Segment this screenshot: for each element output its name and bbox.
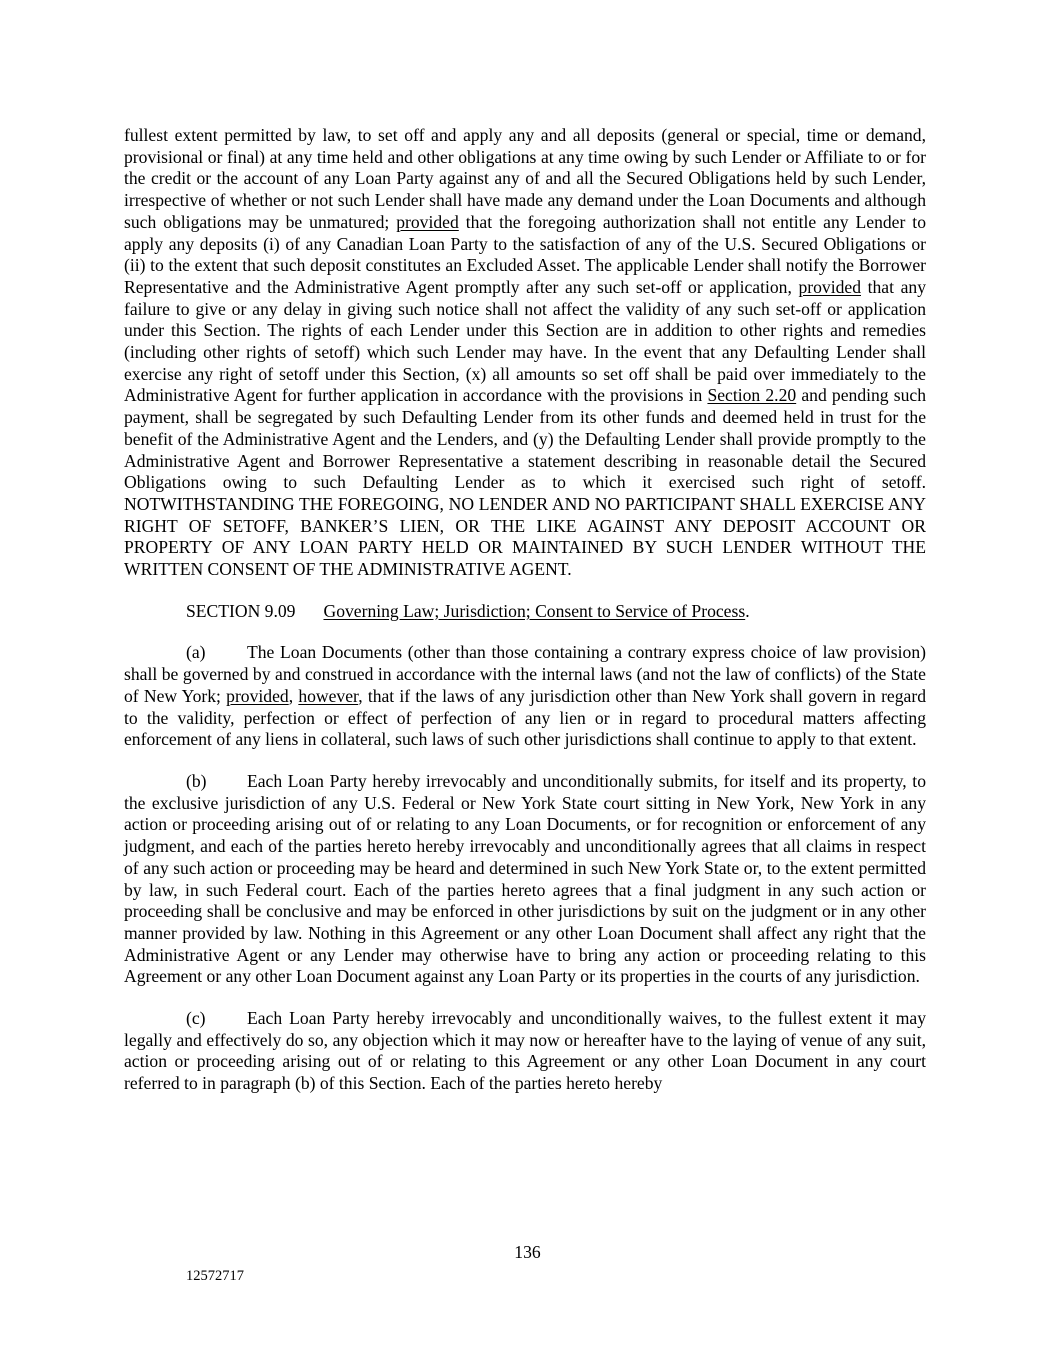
paragraph-a [124,642,926,751]
document-id: 12572717 [186,1268,244,1284]
section-title-period: . [745,600,750,621]
provided-term: provided [798,276,861,297]
paragraph-text: Each Loan Party hereby irrevocably and unconditionally submits, for itself and its property, to the exclusive jurisdiction of any U.S. Federal or New York State court sitting in New York, New York in any action or proceeding arising out of or relating to any Loan Documents, or for recognition or enforcement of any judgment, and each of the parties hereto hereby irrevocably and unconditionally agrees that all claims in respect of any such action or proceeding may be heard and determined in such New York State or, to the extent permitted by law, in such Federal court. Each of the parties hereto agrees that a final judgment in any such action or proceeding shall be conclusive and may be enforced in other jurisdictions by suit on the judgment or in any other manner provided by law. Nothing in this Agreement or any other Loan Document shall affect any right that the Administrative Agent or any Lender may otherwise have to bring any action or proceeding relating to this Agreement or any other Loan Document against any Loan Party or its properties in the courts of any jurisdiction. [124,770,926,987]
section-number: SECTION 9.09 [186,600,296,621]
however-term: however [298,685,359,706]
section-9-09-heading [124,601,926,623]
section-title: Governing Law; Jurisdiction; Consent to Service of Process [323,600,746,621]
paragraph-c [124,1008,926,1095]
comma: , [288,685,299,706]
paragraph-b-label: (b) [186,770,207,791]
provided-term: provided [226,685,289,706]
paragraph-text: and pending such payment, shall be segregated by such Defaulting Lender from its other funds and deemed held in trust for the benefit of the Administrative Agent and the Lenders, and (y) the Defaulting Lender shall provide promptly to the Administrative Agent and Borrower Representative a statement describing in reasonable detail the Secured Obligations owing to such Defaulting Lender as to which it exercised such right of setoff. NOTWITHSTANDING THE FOREGOING, NO LENDER AND NO PARTICIPANT SHALL EXERCISE ANY RIGHT OF SETOFF, BANKER’S LIEN, OR THE LIKE AGAINST ANY DEPOSIT ACCOUNT OR PROPERTY OF ANY LOAN PARTY HELD OR MAINTAINED BY SUCH LENDER WITHOUT THE WRITTEN CONSENT OF THE ADMINISTRATIVE AGENT. [124,385,927,580]
paragraph-text: , that if the laws of any jurisdiction other than New York shall govern in regard to the validity, perfection or effect of perfection of any lien or in regard to procedural matters affecting enforcement of any liens in collateral, such laws of such other jurisdictions shall continue to apply to that extent. [124,685,927,750]
paragraph-b [124,771,926,988]
section-2-20-reference: Section 2.20 [707,385,797,406]
section-9-08-continuation-paragraph [124,125,926,581]
page-number: 136 [514,1242,541,1262]
paragraph-text: fullest extent permitted by law, to set off and apply any and all deposits (general or special, time or demand, provisional or final) at any time held and other obligations at any time owing by such Lender or Affiliate to or for the credit or the account of any Loan Party against any of and all the Secured Obligations held by such Lender, irrespective of whether or not such Lender shall have made any demand under the Loan Documents and although such obligations may be unmatured; [124,125,926,232]
paragraph-text: that any failure to give or any delay in giving such notice shall not affect the validity of any such set-off or application under this Section. The rights of each Lender under this Section are in addition to other rights and remedies (including other rights of setoff) which such Lender may have. In the event that any Defaulting Lender shall exercise any right of setoff under this Section, (x) all amounts so set off shall be paid over immediately to the Administrative Agent for further application in accordance with the provisions in [124,276,926,406]
paragraph-text: Each Loan Party hereby irrevocably and unconditionally waives, to the fullest extent it may legally and effectively do so, any objection which it may now or hereafter have to the laying of venue of any suit, action or proceeding arising out of or relating to this Agreement or any other Loan Document in any court referred to in paragraph (b) of this Section. Each of the parties hereto hereby [124,1008,926,1094]
paragraph-c-label: (c) [186,1008,206,1029]
paragraph-text: The Loan Documents (other than those containing a contrary express choice of law provision) shall be governed by and construed in accordance with the internal laws (and not the law of conflicts) of the State of New York; [124,642,926,706]
paragraph-text: that the foregoing authorization shall not entitle any Lender to apply any deposits (i) of any Canadian Loan Party to the satisfaction of any of the U.S. Secured Obligations or (ii) to the extent that such deposit constitutes an Excluded Asset. The applicable Lender shall notify the Borrower Representative and the Administrative Agent promptly after any such set-off or application, [124,211,926,297]
document-body [124,125,926,1095]
paragraph-a-label: (a) [186,642,206,663]
provided-term: provided [396,211,459,232]
